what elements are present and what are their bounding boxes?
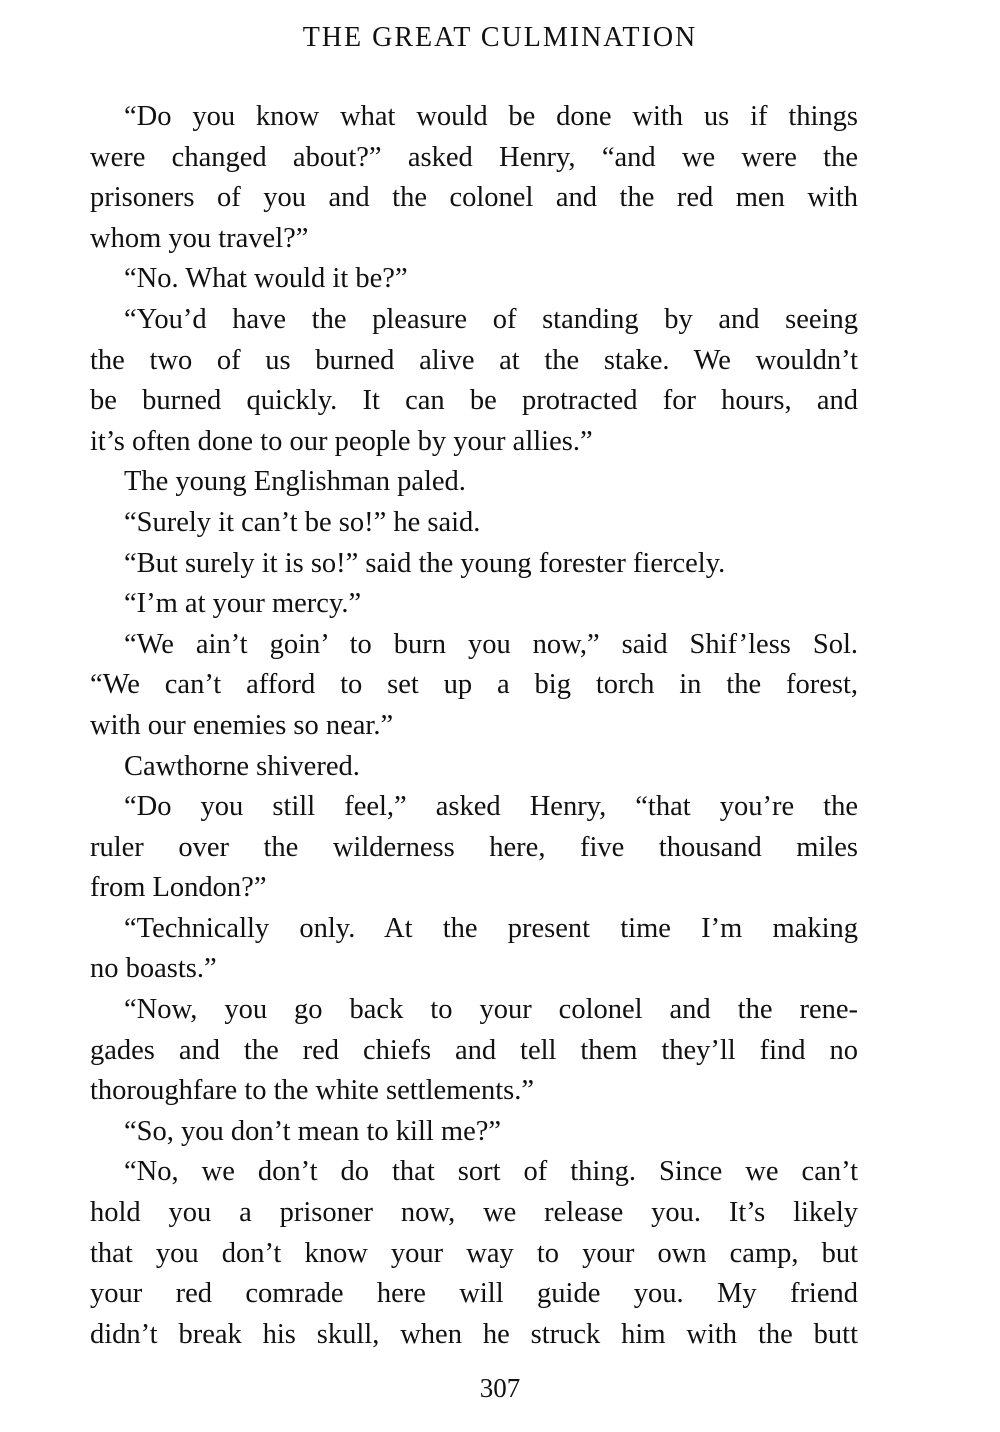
body-text	[90, 97, 858, 1355]
text-line: “I’m at your mercy.”	[124, 588, 362, 620]
text-line: that you don’t know your way to your own camp, but	[90, 1237, 858, 1269]
text-line: “Do you still feel,” asked Henry, “that you’re the	[124, 791, 858, 823]
text-line: “But surely it is so!” said the young forester fiercely.	[124, 547, 726, 579]
text-line: with our enemies so near.”	[90, 709, 394, 741]
text-line: “We ain’t goin’ to burn you now,” said Shif’less Sol.	[124, 628, 858, 660]
text-line: “We can’t afford to set up a big torch in the forest,	[90, 669, 858, 701]
text-line: “Do you know what would be done with us if things	[124, 101, 858, 132]
text-line: prisoners of you and the colonel and the red men with	[90, 182, 858, 214]
text-line: Cawthorne shivered.	[124, 750, 360, 782]
page-number: 307	[479, 1373, 521, 1403]
text-line: no boasts.”	[90, 953, 217, 985]
text-line: thoroughfare to the white settlements.”	[90, 1075, 534, 1107]
text-line: ruler over the wilderness here, five thousand miles	[90, 831, 858, 863]
text-line: it’s often done to our people by your allies.”	[90, 425, 593, 457]
text-line: were changed about?” asked Henry, “and we were the	[90, 141, 858, 173]
text-line: “You’d have the pleasure of standing by and seeing	[124, 303, 858, 335]
text-line: The young Englishman paled.	[124, 466, 466, 498]
text-line: “No. What would it be?”	[124, 263, 408, 295]
text-line: “So, you don’t mean to kill me?”	[124, 1115, 502, 1147]
text-line: the two of us burned alive at the stake. We wouldn’t	[90, 344, 858, 376]
text-line: hold you a prisoner now, we release you. It’s likely	[90, 1197, 858, 1229]
text-line: be burned quickly. It can be protracted for hours, and	[90, 385, 858, 417]
text-line: “Technically only. At the present time I’m making	[124, 912, 858, 944]
text-line: your red comrade here will guide you. My friend	[90, 1278, 858, 1310]
text-line: whom you travel?”	[90, 222, 309, 254]
running-head: THE GREAT CULMINATION	[302, 22, 698, 53]
text-line: “No, we don’t do that sort of thing. Since we can’t	[124, 1156, 858, 1188]
text-line: “Surely it can’t be so!” he said.	[124, 506, 481, 538]
text-line: gades and the red chiefs and tell them they’ll find no	[90, 1034, 858, 1066]
text-line: from London?”	[90, 872, 267, 904]
text-line: didn’t break his skull, when he struck him with the butt	[90, 1318, 858, 1350]
text-line: “Now, you go back to your colonel and the rene-	[124, 994, 858, 1026]
